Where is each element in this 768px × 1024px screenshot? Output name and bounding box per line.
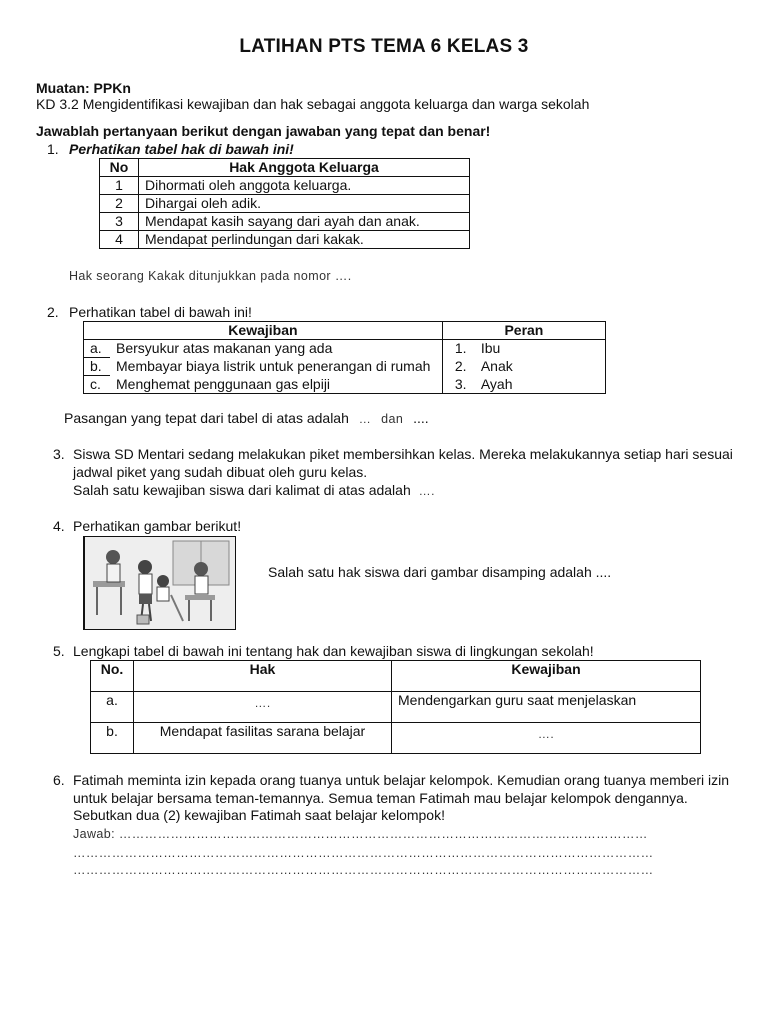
q6-line2: untuk belajar bersama teman-temannya. Semua teman Fatimah mau belajar kelompok dengannya. bbox=[73, 790, 688, 806]
q2-cell-letter: c. bbox=[84, 376, 111, 394]
muatan: Muatan: PPKn bbox=[36, 80, 131, 96]
table-row bbox=[100, 195, 470, 213]
q3-number: 3. bbox=[53, 446, 65, 462]
q2-cell-letter: b. bbox=[84, 358, 111, 376]
page-title: LATIHAN PTS TEMA 6 KELAS 3 bbox=[239, 36, 529, 57]
q1-cell-no: 4 bbox=[100, 231, 139, 249]
q5-cell-kewajiban: …. bbox=[392, 723, 701, 754]
q1-cell-hak: Mendapat perlindungan dari kakak. bbox=[139, 231, 470, 249]
q3-blank: …. bbox=[418, 484, 435, 498]
table-row bbox=[100, 213, 470, 231]
q1-cell-hak: Dihormati oleh anggota keluarga. bbox=[139, 177, 470, 195]
q5-cell-hak: …. bbox=[134, 692, 392, 723]
q1-cell-hak: Dihargai oleh adik. bbox=[139, 195, 470, 213]
q5-prompt: Lengkapi tabel di bawah ini tentang hak dan kewajiban siswa di lingkungan sekolah! bbox=[73, 643, 594, 659]
q1-cell-hak: Mendapat kasih sayang dari ayah dan anak. bbox=[139, 213, 470, 231]
instruction: Jawablah pertanyaan berikut dengan jawaban yang tepat dan benar! bbox=[36, 123, 491, 139]
q4-prompt: Perhatikan gambar berikut! bbox=[73, 518, 242, 534]
q2-question-start: Pasangan yang tepat dari tabel di atas adalah bbox=[64, 410, 349, 426]
q5-header-no: No. bbox=[91, 661, 134, 692]
q3-line3 bbox=[73, 482, 435, 500]
q2-table bbox=[83, 321, 606, 394]
table-row bbox=[84, 376, 606, 394]
q2-cell-kewajiban: Bersyukur atas makanan yang ada bbox=[110, 340, 442, 358]
kd-description: KD 3.2 Mengidentifikasi kewajiban dan hak sebagai anggota keluarga dan warga sekolah bbox=[36, 96, 590, 112]
q2-header-kewajiban: Kewajiban bbox=[84, 322, 443, 340]
q5-cell-no: a. bbox=[91, 692, 134, 723]
q4-number: 4. bbox=[53, 518, 65, 534]
q4-question: Salah satu hak siswa dari gambar disamping adalah .... bbox=[268, 564, 612, 580]
q1-prompt: Perhatikan tabel hak di bawah ini! bbox=[69, 141, 294, 157]
q1-table bbox=[99, 158, 470, 249]
q6-line3: Sebutkan dua (2) kewajiban Fatimah saat belajar kelompok! bbox=[73, 807, 445, 823]
q2-cell-kewajiban: Membayar biaya listrik untuk penerangan di rumah bbox=[110, 358, 442, 376]
q5-header-hak: Hak bbox=[134, 661, 392, 692]
q5-cell-hak: Mendapat fasilitas sarana belajar bbox=[134, 723, 392, 754]
q2-cell-num: 1. bbox=[442, 340, 475, 358]
q6-answer-line-1: Jawab: …………………………………………………………………………………………………………… bbox=[73, 827, 648, 841]
q3-line3-text: Salah satu kewajiban siswa dari kalimat di atas adalah bbox=[73, 482, 411, 498]
q6-number: 6. bbox=[53, 772, 65, 788]
q5-number: 5. bbox=[53, 643, 65, 659]
q3-line2: jadwal piket yang sudah dibuat oleh guru kelas. bbox=[73, 464, 368, 480]
q1-cell-no: 2 bbox=[100, 195, 139, 213]
q2-cell-num: 3. bbox=[442, 376, 475, 394]
table-row bbox=[91, 723, 701, 754]
q2-cell-num: 2. bbox=[442, 358, 475, 376]
q2-cell-peran: Ibu bbox=[475, 340, 606, 358]
q2-header-peran: Peran bbox=[442, 322, 605, 340]
table-row bbox=[84, 340, 606, 358]
q5-cell-no: b. bbox=[91, 723, 134, 754]
classroom-cleaning-illustration bbox=[85, 537, 235, 629]
q1-question: Hak seorang Kakak ditunjukkan pada nomor …. bbox=[69, 269, 352, 283]
q6-line1: Fatimah meminta izin kepada orang tuanya untuk belajar kelompok. Kemudian orang tuanya memberi izin bbox=[73, 772, 730, 788]
q2-blank: … bbox=[358, 412, 372, 426]
q2-end: .... bbox=[413, 410, 429, 426]
q5-header-kewajiban: Kewajiban bbox=[392, 661, 701, 692]
q2-cell-peran: Anak bbox=[475, 358, 606, 376]
q1-cell-no: 1 bbox=[100, 177, 139, 195]
q3-line1: Siswa SD Mentari sedang melakukan piket membersihkan kelas. Mereka melakukannya setiap hari sesuai bbox=[73, 446, 733, 462]
table-row bbox=[91, 692, 701, 723]
q2-number: 2. bbox=[47, 304, 59, 320]
q2-question bbox=[64, 410, 429, 428]
q5-table bbox=[90, 660, 701, 754]
q1-number: 1. bbox=[47, 141, 59, 157]
q2-cell-kewajiban: Menghemat penggunaan gas elpiji bbox=[110, 376, 442, 394]
q2-prompt: Perhatikan tabel di bawah ini! bbox=[69, 304, 252, 320]
q6-answer-line-3: ……………………………………………………………………………………………………………………… bbox=[73, 863, 654, 877]
q2-cell-peran: Ayah bbox=[475, 376, 606, 394]
table-row bbox=[100, 231, 470, 249]
table-row bbox=[84, 358, 606, 376]
q1-cell-no: 3 bbox=[100, 213, 139, 231]
q4-illustration bbox=[83, 536, 236, 630]
q6-answer-line-2: ……………………………………………………………………………………………………………………… bbox=[73, 846, 654, 860]
q1-header-hak: Hak Anggota Keluarga bbox=[139, 159, 470, 177]
q5-cell-kewajiban: Mendengarkan guru saat menjelaskan bbox=[392, 692, 701, 723]
q2-cell-letter: a. bbox=[84, 340, 111, 358]
q2-connector: dan bbox=[381, 412, 404, 426]
q1-header-no: No bbox=[100, 159, 139, 177]
table-row bbox=[100, 177, 470, 195]
